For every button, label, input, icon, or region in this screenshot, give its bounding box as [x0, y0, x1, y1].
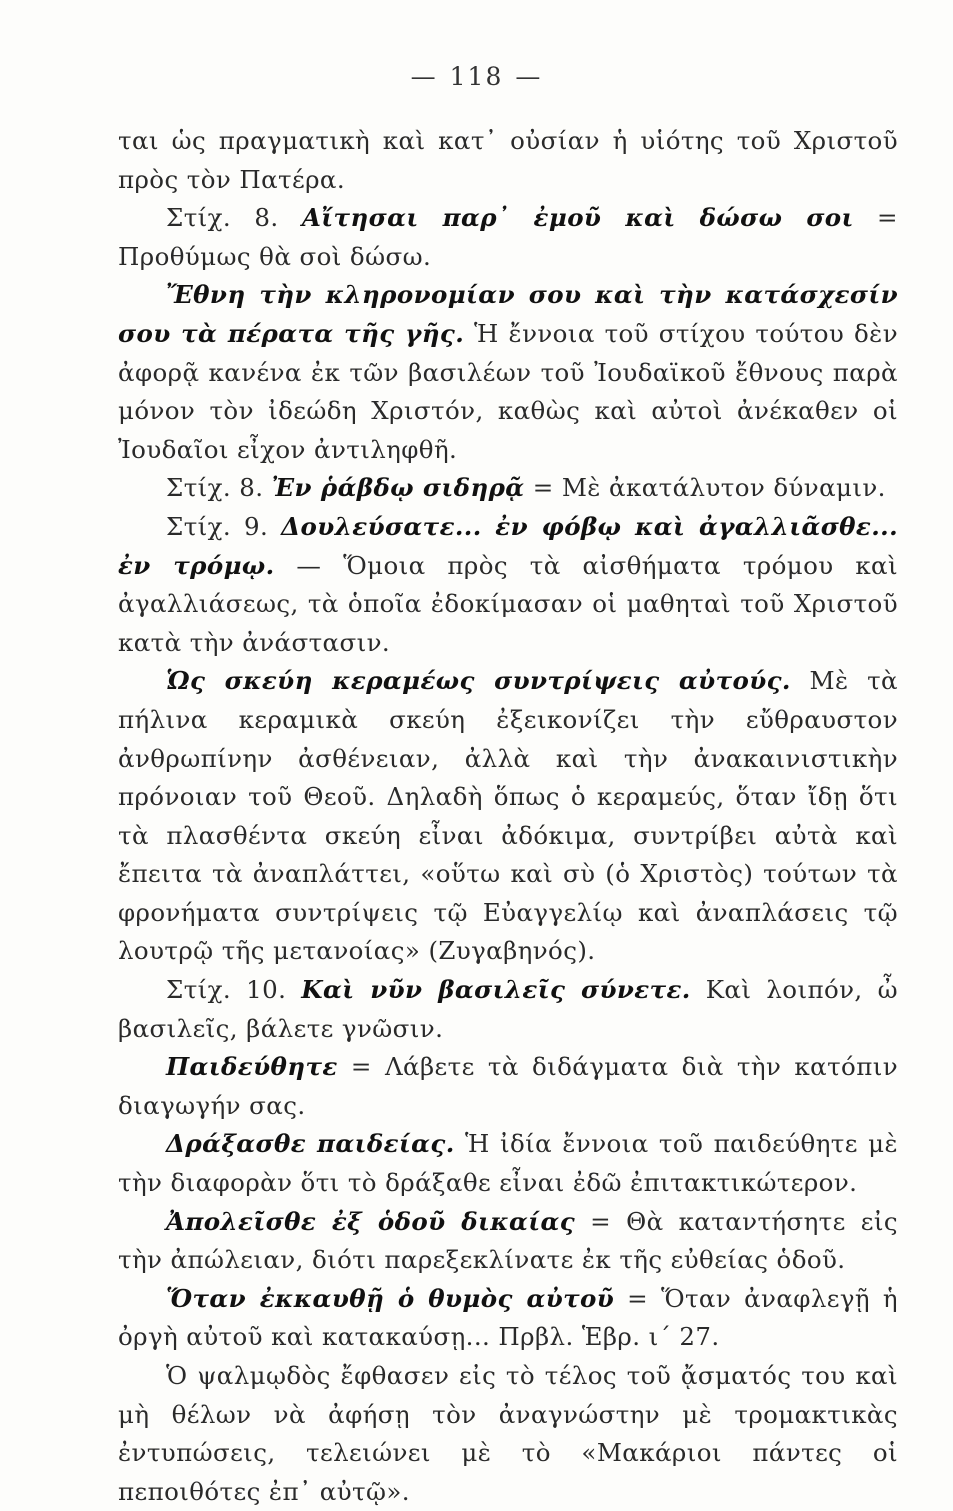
paragraph-text: Καὶ λοιπόν, ὦ βασιλεῖς, βάλετε γνῶσιν.	[118, 975, 898, 1043]
page-number-value: 118	[449, 62, 504, 91]
paragraph-text: Ἡ ἰδία ἔννοια τοῦ παιδεύθητε μὲ τὴν διαφορὰν ὅτι τὸ δράξαθε εἶναι ἐδῶ ἐπιτακτικώτερον.	[118, 1129, 898, 1198]
paragraph-text: = Λάβετε τὰ διδάγματα διὰ τὴν κατόπιν διαγωγήν σας.	[118, 1052, 898, 1120]
paragraph	[118, 1280, 898, 1357]
paragraph-text: = Προθύμως θὰ σοὶ δώσω.	[118, 203, 898, 271]
bold-lemma: Ὡς σκεύη κεραμέως συντρίψεις αὐτούς.	[166, 666, 791, 696]
paragraph	[118, 1203, 898, 1280]
bold-lemma: Καὶ νῦν βασιλεῖς σύνετε.	[301, 975, 691, 1005]
bold-lemma: Αἴτησαι παρ᾽ ἐμοῦ καὶ δώσω σοι	[301, 203, 854, 233]
paragraph	[118, 662, 898, 971]
bold-lemma: Ἔθνη τὴν κληρονομίαν σου καὶ τὴν κατάσχεσίν σου τὰ πέρατα τῆς γῆς.	[118, 280, 898, 348]
paragraph	[118, 508, 898, 662]
paragraph	[118, 122, 898, 199]
paragraph	[118, 1048, 898, 1125]
page-number-dash-right: —	[515, 62, 543, 91]
paragraph-text: Ὁ ψαλμῳδὸς ἔφθασεν εἰς τὸ τέλος τοῦ ᾄσματός του καὶ μὴ θέλων νὰ ἀφήσῃ τὸν ἀναγνώστην μὲ τρομακτικὰς ἐντυπώσεις, τελειώνει μὲ τὸ «Μακάριοι πάντες οἱ πεποιθότες ἐπ᾽ αὐτῷ».	[118, 1361, 898, 1506]
paragraph-text: — Ὅμοια πρὸς τὰ αἰσθήματα τρόμου καὶ ἀγαλλιάσεως, τὰ ὁποῖα ἐδοκίμασαν οἱ μαθηταὶ τοῦ Χριστοῦ κατὰ τὴν ἀνάστασιν.	[118, 550, 898, 657]
paragraph-text: Μὲ τὰ πήλινα κεραμικὰ σκεύη ἐξεικονίζει τὴν εὔθραυστον ἀνθρωπίνην ἀσθένειαν, ἀλλὰ καὶ τὴν ἀνακαινιστικὴν πρόνοιαν τοῦ Θεοῦ. Δηλαδὴ ὅπως ὁ κεραμεύς, ὅταν ἴδῃ ὅτι τὰ πλασθέντα σκεύη εἶναι ἀδόκιμα, συντρίβει αὐτὰ καὶ ἔπειτα τὰ ἀναπλάττει, «οὕτω καὶ σὺ (ὁ Χριστὸς) τούτων τὰ φρονήματα συντρίψεις τῷ Εὐαγγελίῳ καὶ ἀναπλάσεις τῷ λουτρῷ τῆς μετανοίας» (Ζυγαβηνός).	[118, 666, 898, 966]
paragraph-text: Στίχ. 10.	[166, 975, 302, 1005]
bold-lemma: Ἀπολεῖσθε ἐξ ὁδοῦ δικαίας	[166, 1206, 576, 1236]
paragraph-text: = Μὲ ἀκατάλυτον δύναμιν.	[524, 473, 886, 503]
paragraph-text: ται ὡς πραγματικὴ καὶ κατ᾽ οὐσίαν ἡ υἱότης τοῦ Χριστοῦ πρὸς τὸν Πατέρα.	[118, 126, 898, 194]
bold-lemma: Παιδεύθητε	[166, 1052, 338, 1082]
bold-lemma: Δράξασθε παιδείας.	[166, 1129, 455, 1159]
paragraph	[118, 469, 898, 508]
paragraph	[118, 971, 898, 1048]
bold-lemma: Ὅταν ἐκκαυθῇ ὁ θυμὸς αὐτοῦ	[166, 1283, 615, 1313]
paragraph-text: Στίχ. 9.	[166, 511, 282, 541]
paragraph	[118, 276, 898, 469]
bold-lemma: Δουλεύσατε... ἐν φόβῳ καὶ ἀγαλλιᾶσθε... ἐν τρόμῳ.	[118, 511, 898, 580]
page-number	[0, 62, 953, 91]
paragraph	[118, 1357, 898, 1511]
body-text	[118, 122, 898, 1511]
paragraph	[118, 199, 898, 276]
bold-lemma: Ἐν ῥάβδῳ σιδηρᾷ	[271, 473, 525, 503]
paragraph-text: Στίχ. 8.	[166, 473, 272, 503]
paragraph-text: = Ὅταν ἀναφλεγῇ ἡ ὀργὴ αὐτοῦ καὶ κατακαύσῃ... Πρβλ. Ἑβρ. ι΄ 27.	[118, 1283, 898, 1352]
paragraph	[118, 1125, 898, 1202]
paragraph-text: = Θὰ καταντήσητε εἰς τὴν ἀπώλειαν, διότι παρεξεκλίνατε ἐκ τῆς εὐθείας ὁδοῦ.	[118, 1206, 898, 1275]
paragraph-text: Στίχ. 8.	[166, 203, 302, 233]
paragraph-text: Ἡ ἔννοια τοῦ στίχου τούτου δὲν ἀφορᾷ κανένα ἐκ τῶν βασιλέων τοῦ Ἰουδαϊκοῦ ἔθνους παρὰ μόνον τὸν ἰδεώδη Χριστόν, καθὼς καὶ αὐτοὶ ἀνέκαθεν οἱ Ἰουδαῖοι εἶχον ἀντιληφθῆ.	[118, 318, 899, 464]
page-number-dash-left: —	[410, 62, 438, 91]
